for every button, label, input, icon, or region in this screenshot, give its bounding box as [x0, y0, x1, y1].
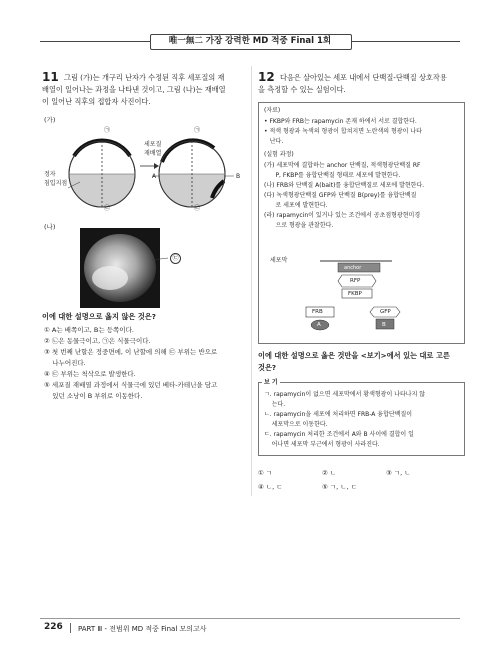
q12-proc-list [264, 161, 460, 231]
footer-rule [40, 618, 460, 619]
diagram-a: A [317, 322, 321, 328]
q12-bogi-label: 보 기 [264, 379, 278, 386]
diagram-rfp: RFP [350, 278, 361, 284]
q11-number: 11 [42, 70, 59, 84]
q12-choice-3[interactable]: ③ ㄱ, ㄴ [386, 469, 411, 477]
q11-text-2: 배열이 일어나는 과정을 나타낸 것이고, 그림 (나)는 재배열 [42, 85, 226, 94]
diagram-b: B [382, 322, 386, 328]
bogi-item: 는다. [264, 401, 286, 408]
q11-text-3: 이 일어난 직후의 접합자 사진이다. [42, 97, 151, 106]
q11-text-1: 그림 (가)는 개구리 난자가 수정된 직후 세포질의 재 [64, 73, 225, 82]
footer-text: PART Ⅲ - 전범위 MD 적중 Final 모의고사 [78, 625, 207, 633]
q12-proc-line: (가) 세포막에 결합하는 anchor 단백질, 적색형광단백질 RF [264, 162, 421, 169]
q12-number: 12 [258, 70, 275, 84]
q11-choice-3-cont: 나누어진다. [44, 359, 86, 367]
fig-na-label: (나) [44, 223, 56, 231]
bogi-item: 세포막으로 이동한다. [264, 421, 328, 428]
q11-choices [44, 325, 249, 402]
label-circle-top-right: ㉠ [194, 127, 201, 134]
zygote-photo [80, 228, 190, 308]
photo-marker: ㉢ [170, 253, 181, 264]
q12-choice-2[interactable]: ② ㄴ [322, 469, 337, 477]
q11-choice-2[interactable]: ② ㉡은 동물극이고, ㉠은 식물극이다. [44, 337, 151, 345]
label-circle-bottom-right: ㉡ [194, 205, 201, 212]
q11-choice-3[interactable]: ③ 첫 번째 난할은 정중면에, 이 난할에 의해 ㉢ 부위는 반으로 [44, 348, 218, 356]
q12-proc-line: 로 세포에 발현한다. [264, 202, 328, 209]
label-a: A [152, 173, 157, 180]
q12-data-line: • FKBP와 FRB는 rapamycin 존재 하에서 서로 결합한다. [264, 118, 417, 125]
label-b: B [236, 173, 241, 180]
diagram-membrane: 세포막 [270, 257, 288, 264]
bogi-item: ㄱ. rapamycin이 없으면 세포막에서 황색형광이 나타나지 않 [264, 391, 426, 398]
q12-data-line: • 적색 형광과 녹색의 형광이 합쳐지면 노란색의 형광이 나타 [264, 128, 422, 135]
bogi-item: ㄴ. rapamycin을 세포에 처리하면 FRB-A 융합단백질이 [264, 411, 413, 418]
q12-choice-4[interactable]: ④ ㄴ, ㄷ [258, 483, 283, 491]
q12-proc-line: (나) FRB와 단백질 A(bait)를 융합단백질로 세포에 발현한다. [264, 182, 425, 189]
q12-data-heading: (자료) [264, 107, 281, 114]
q12-text-1: 다음은 살아있는 세포 내에서 단백질-단백질 상호작용 [280, 73, 447, 82]
label-circle-bottom: ㉡ [104, 205, 111, 212]
q12-choice-1[interactable]: ① ㄱ [258, 469, 273, 477]
diagram-frb: FRB [312, 309, 323, 315]
diagram-anchor: anchor [344, 265, 362, 271]
q11-choice-5-cont: 있던 소낭이 B 부위로 이동한다. [44, 392, 143, 400]
header-title: 唯一無二 가장 강력한 MD 적중 Final 1회 [168, 36, 332, 46]
q12-text-2: 을 측정할 수 있는 실험이다. [258, 85, 346, 94]
column-divider [251, 66, 252, 496]
q11-choice-4[interactable]: ④ ㉢ 부위는 척삭으로 발생한다. [44, 370, 136, 378]
footer-page-number: 226 [44, 622, 63, 632]
q11-prompt: 이에 대한 설명으로 옳지 않은 것은? [42, 312, 156, 321]
q12-bogi-list [264, 390, 460, 450]
q12-prompt-1: 이에 대한 설명으로 옳은 것만을 <보기>에서 있는 대로 고른 [258, 351, 450, 360]
q12-proc-line: (다) 녹색형광단백질 GFP와 단백질 B(prey)를 융합단백질 [264, 192, 417, 199]
label-sperm: 정자 [44, 171, 56, 178]
q11-choice-5[interactable]: ⑤ 세포질 재배열 과정에서 식물극에 있던 베타-카테닌을 담고 [44, 381, 218, 389]
q12-prompt-2: 것은? [258, 363, 277, 372]
diagram-gfp: GFP [380, 309, 391, 315]
q12-data-list [264, 117, 460, 147]
q12-proc-line: P, FKBP를 융합단백질 형태로 세포에 발현한다. [264, 172, 401, 179]
q12-proc-line: (라) rapamycin이 있거나 있는 조건에서 공초점형광현미경 [264, 212, 421, 219]
bogi-item: 어나면 세포막 부근에서 형광이 사라진다. [264, 441, 380, 448]
label-cortex: 세포질 [144, 141, 162, 148]
diagram-fkbp: FKBP [348, 291, 362, 297]
q12-choice-5[interactable]: ⑤ ㄱ, ㄴ, ㄷ [322, 483, 357, 491]
q12-proc-heading: (실험 과정) [264, 151, 294, 158]
q11-choice-1[interactable]: ① A는 배쪽이고, B는 등쪽이다. [44, 326, 134, 334]
footer-separator [70, 623, 71, 633]
label-circle-top: ㉠ [104, 127, 111, 134]
q12-proc-line: 으로 형광을 관찰한다. [264, 222, 334, 229]
label-sperm-2: 침입지점 [44, 180, 68, 187]
bogi-item: ㄷ. rapamycin 처리한 조건에서 A와 B 사이에 결합이 일 [264, 431, 414, 438]
q12-data-line: 난다. [264, 138, 284, 145]
fig-ga-label: (가) [44, 116, 56, 124]
label-cortex-2: 재배열 [144, 150, 162, 157]
